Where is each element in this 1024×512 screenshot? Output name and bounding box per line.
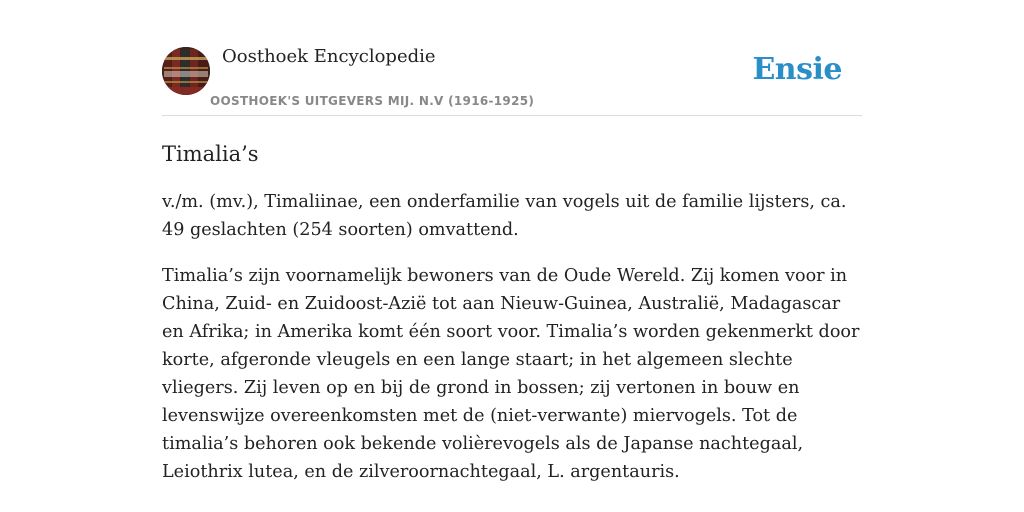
article-header — [162, 40, 862, 116]
article-paragraph: v./m. (mv.), Timaliinae, een onderfamilie van vogels uit de familie lijsters, ca. 49 geslachten (254 soorten) omvattend. — [162, 192, 847, 240]
brand-logo[interactable]: Ensie — [752, 52, 842, 87]
publisher-subtitle: OOSTHOEK'S UITGEVERS MIJ. N.V (1916-1925) — [210, 94, 535, 108]
article-card — [162, 40, 862, 486]
article-paragraph: Timalia’s zijn voornamelijk bewoners van de Oude Wereld. Zij komen voor in China, Zuid- en Zuidoost-Azië tot aan Nieuw-Guinea, Australië, Madagascar en Afrika; in Amerika komt één soort voor. Timalia’s worden gekenmerkt door korte, afgeronde vleugels en een lange staart; in het algemeen slechte vliegers. Zij leven op en bij de grond in bossen; zij vertonen in bouw en levenswijze overeenkomsten met de (niet-verwante) miervogels. Tot de timalia’s behoren ook bekende volièrevogels als de Japanse nachtegaal, Leiothrix lutea, en de zilveroornachtegaal, L. argentauris. — [162, 266, 860, 482]
publication-title[interactable]: Oosthoek Encyclopedie — [222, 46, 436, 67]
book-spines-icon[interactable] — [162, 47, 210, 95]
article-title: Timalia’s — [162, 142, 259, 166]
